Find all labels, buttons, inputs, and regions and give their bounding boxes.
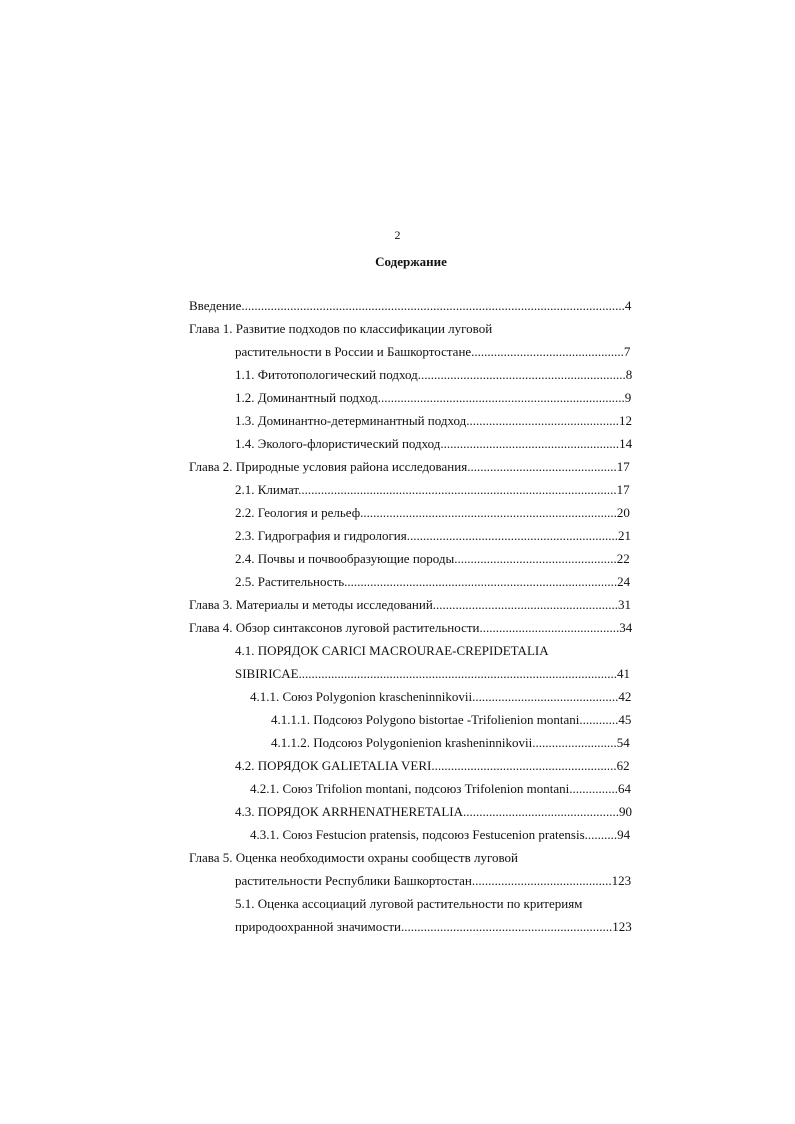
toc-entry-introduction: Введение......................................................................................................................4 [189, 298, 632, 313]
toc-entry-chapter-4: Глава 4. Обзор синтаксонов луговой растительности...........................................34 [189, 620, 633, 635]
toc-entry-section-4-2-1: 4.2.1. Союз Trifolion montani, подсоюз Trifolenion montani...............64 [250, 781, 632, 796]
toc-entry-chapter-3: Глава 3. Материалы и методы исследований.........................................................31 [189, 597, 632, 612]
toc-entry-section-4-1-1-2: 4.1.1.2. Подсоюз Polygonienion krasheninnikovii..........................54 [271, 735, 630, 750]
toc-entry-section-5-1-cont: природоохранной значимости.................................................................123 [235, 919, 632, 934]
toc-entry-section-4-3-1: 4.3.1. Союз Festucion pratensis, подсоюз Festucenion pratensis..........94 [250, 827, 631, 842]
toc-entry-section-4-1-1-1: 4.1.1.1. Подсоюз Polygono bistortae -Trifolienion montani............45 [271, 712, 632, 727]
toc-entry-section-1-2: 1.2. Доминантный подход............................................................................9 [235, 390, 632, 405]
toc-entry-section-5-1: 5.1. Оценка ассоциаций луговой растительности по критериям [235, 896, 583, 911]
toc-entry-chapter-5-cont: растительности Республики Башкортостан...........................................123 [235, 873, 632, 888]
toc-entry-section-4-1-cont: SIBIRICAE..................................................................................................41 [235, 666, 631, 681]
toc-entry-section-2-2: 2.2. Геология и рельеф...............................................................................20 [235, 505, 630, 520]
toc-entry-section-1-4: 1.4. Эколого-флористический подход.......................................................14 [235, 436, 633, 451]
toc-title: Содержание [375, 254, 447, 269]
toc-entry-section-2-4: 2.4. Почвы и почвообразующие породы..................................................22 [235, 551, 630, 566]
toc-entry-section-2-5: 2.5. Растительность....................................................................................24 [235, 574, 631, 589]
toc-entry-section-4-2: 4.2. ПОРЯДОК GALIETALIA VERI.........................................................62 [235, 758, 630, 773]
toc-entry-section-4-3: 4.3. ПОРЯДОК ARRHENATHERETALIA................................................90 [235, 804, 633, 819]
toc-entry-chapter-5: Глава 5. Оценка необходимости охраны сообществ луговой [189, 850, 518, 865]
toc-entry-chapter-1-cont: растительности в России и Башкортостане...............................................7 [235, 344, 631, 359]
toc-entry-section-4-1: 4.1. ПОРЯДОК CARICI MACROURAE-CREPIDETALIA [235, 643, 549, 658]
toc-entry-section-1-1: 1.1. Фитотопологический подход................................................................8 [235, 367, 633, 382]
toc-entry-section-2-1: 2.1. Климат..................................................................................................17 [235, 482, 630, 497]
toc-entry-chapter-1: Глава 1. Развитие подходов по классификации луговой [189, 321, 493, 336]
toc-entry-section-2-3: 2.3. Гидрография и гидрология.................................................................21 [235, 528, 631, 543]
toc-entry-section-1-3: 1.3. Доминантно-детерминантный подход...............................................12 [235, 413, 632, 428]
toc-entry-chapter-2: Глава 2. Природные условия района исследования..............................................17 [189, 459, 630, 474]
page-number: 2 [394, 228, 401, 242]
toc-entry-section-4-1-1: 4.1.1. Союз Polygonion krascheninnikovii.............................................42 [250, 689, 632, 704]
